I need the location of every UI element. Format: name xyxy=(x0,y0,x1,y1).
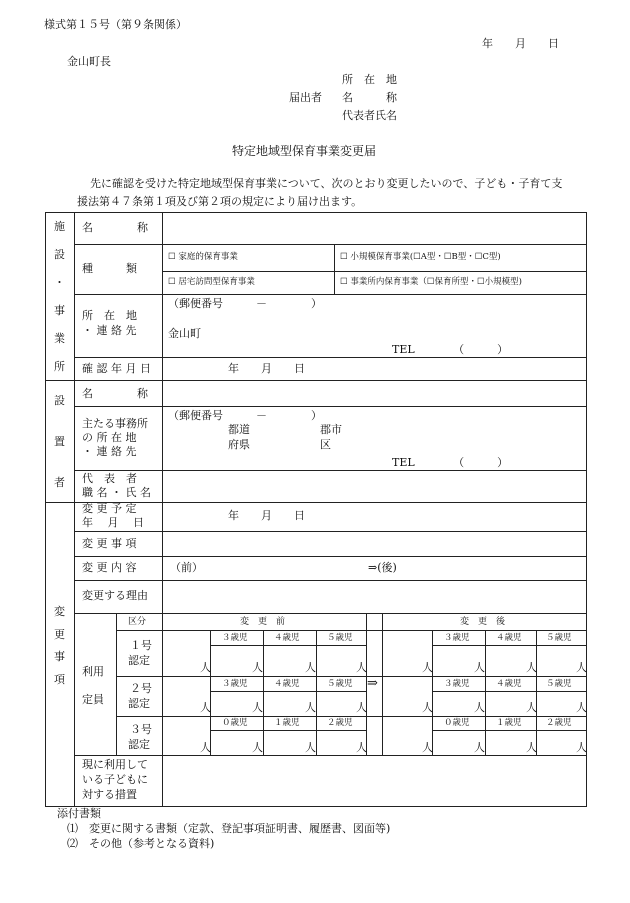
change-content-label: 変 更 内 容 xyxy=(82,561,137,574)
change-reason-label: 変更する理由 xyxy=(82,589,148,602)
capacity-unit: 人 xyxy=(200,701,211,714)
row-1-before-age-0: ３歳児 xyxy=(222,633,248,643)
founder-rep-label-1: 代 表 者 xyxy=(82,472,137,485)
type-option-small-scale[interactable]: ☐ 小規模保育事業(☐A型・☐B型・☐C型) xyxy=(340,252,501,262)
capacity-unit: 人 xyxy=(200,661,211,674)
type-option-home-visit[interactable]: ☐ 居宅訪問型保育事業 xyxy=(168,277,255,287)
founder-section-label: 設 置 者 xyxy=(54,394,65,489)
capacity-unit: 人 xyxy=(526,701,537,714)
planned-label-1: 変 更 予 定 xyxy=(82,502,137,515)
measures-label-3: 対する措置 xyxy=(82,788,137,801)
row-1-before-age-2: ５歳児 xyxy=(327,633,353,643)
row-3-after-age-1: １歳児 xyxy=(496,718,522,728)
capacity-unit: 人 xyxy=(474,741,485,754)
capacity-unit: 人 xyxy=(526,661,537,674)
facility-address-label-2: ・ 連 絡 先 xyxy=(82,324,137,337)
row-3-after-age-2: ２歳児 xyxy=(546,718,572,728)
change-before: （前） xyxy=(170,561,203,574)
attachment-item-2: ⑵ その他（参考となる資料) xyxy=(67,837,215,850)
capacity-unit: 人 xyxy=(252,661,263,674)
row-3-before-age-0: ０歳児 xyxy=(222,718,248,728)
founder-pref-2: 府県 xyxy=(228,438,250,451)
capacity-unit: 人 xyxy=(422,661,433,674)
row-2-label-2: 認定 xyxy=(128,697,150,710)
capacity-unit: 人 xyxy=(252,741,263,754)
row-3-before-age-1: １歳児 xyxy=(274,718,300,728)
founder-postal: （郵便番号 － ） xyxy=(168,409,322,422)
type-option-workplace[interactable]: ☐ 事業所内保育事業（☐保育所型・☐小規模型) xyxy=(340,277,522,287)
attachment-item-1: ⑴ 変更に関する書類（定款、登記事項証明書、履歴書、図面等) xyxy=(67,822,391,835)
facility-name-label: 名 称 xyxy=(82,221,148,234)
row-1-after-age-1: ４歳児 xyxy=(496,633,522,643)
submitter-rep-label: 代表者氏名 xyxy=(342,109,397,122)
capacity-after-header: 変 更 後 xyxy=(460,617,506,627)
founder-office-label-3: ・ 連 絡 先 xyxy=(82,445,137,458)
type-option-home[interactable]: ☐ 家庭的保育事業 xyxy=(168,252,238,262)
facility-section-label: 施 設 ・ 事 業 所 xyxy=(54,220,65,373)
facility-tel: TEL （ ） xyxy=(392,343,509,356)
capacity-unit: 人 xyxy=(474,701,485,714)
founder-rep-label-2: 職 名 ・ 氏 名 xyxy=(82,486,151,499)
capacity-label-1: 利用 xyxy=(82,665,104,678)
row-2-before-age-1: ４歳児 xyxy=(274,679,300,689)
capacity-arrow: ⇒ xyxy=(367,676,378,691)
facility-confirm-date: 年 月 日 xyxy=(228,362,305,375)
founder-tel: TEL （ ） xyxy=(392,456,509,469)
row-1-after-age-2: ５歳児 xyxy=(546,633,572,643)
row-2-after-age-2: ５歳児 xyxy=(546,679,572,689)
capacity-category: 区分 xyxy=(128,617,147,627)
facility-confirm-label: 確 認 年 月 日 xyxy=(82,362,151,375)
capacity-unit: 人 xyxy=(305,701,316,714)
intro-line-2: 援法第４７条第１項及び第２項の規定により届け出ます。 xyxy=(77,195,363,208)
row-3-after-age-0: ０歳児 xyxy=(444,718,470,728)
row-2-after-age-1: ４歳児 xyxy=(496,679,522,689)
capacity-unit: 人 xyxy=(305,661,316,674)
planned-label-2: 年 月 日 xyxy=(82,516,144,529)
founder-office-label-1: 主たる事務所 xyxy=(82,417,148,430)
intro-line-1: 先に確認を受けた特定地域型保育事業について、次のとおり変更したいので、子ども・子育て支 xyxy=(90,177,563,190)
capacity-unit: 人 xyxy=(422,741,433,754)
founder-office-label-2: の 所 在 地 xyxy=(82,431,137,444)
attachments-heading: 添付書類 xyxy=(57,807,101,820)
row-1-label-2: 認定 xyxy=(128,654,150,667)
planned-date: 年 月 日 xyxy=(228,509,305,522)
capacity-unit: 人 xyxy=(576,741,587,754)
capacity-unit: 人 xyxy=(356,661,367,674)
capacity-unit: 人 xyxy=(200,741,211,754)
capacity-unit: 人 xyxy=(305,741,316,754)
form-number: 様式第１５号（第９条関係） xyxy=(44,18,187,31)
capacity-unit: 人 xyxy=(576,701,587,714)
addressee: 金山町長 xyxy=(67,55,111,68)
row-3-label-1: ３号 xyxy=(130,723,152,736)
facility-type-label: 種 類 xyxy=(82,262,137,275)
measures-label-1: 現に利用して xyxy=(82,758,148,771)
capacity-unit: 人 xyxy=(576,661,587,674)
row-1-after-age-0: ３歳児 xyxy=(444,633,470,643)
change-item-label: 変 更 事 項 xyxy=(82,537,137,550)
row-2-after-age-0: ３歳児 xyxy=(444,679,470,689)
row-1-label-1: １号 xyxy=(130,639,152,652)
document-title: 特定地域型保育事業変更届 xyxy=(232,144,377,158)
row-2-before-age-2: ５歳児 xyxy=(327,679,353,689)
submitter-name-label: 名 称 xyxy=(342,91,397,104)
capacity-before-header: 変 更 前 xyxy=(240,617,286,627)
row-3-label-2: 認定 xyxy=(128,738,150,751)
facility-town: 金山町 xyxy=(168,327,201,340)
founder-name-label: 名 称 xyxy=(82,387,148,400)
submitter-address-label: 所 在 地 xyxy=(342,73,397,86)
capacity-unit: 人 xyxy=(526,741,537,754)
founder-pref-1: 都道 xyxy=(228,423,250,436)
founder-city-2: 区 xyxy=(320,438,331,451)
capacity-unit: 人 xyxy=(356,701,367,714)
capacity-unit: 人 xyxy=(422,701,433,714)
change-section-label: 変 更 事 項 xyxy=(54,605,65,686)
row-2-label-1: ２号 xyxy=(130,682,152,695)
row-1-before-age-1: ４歳児 xyxy=(274,633,300,643)
founder-city-1: 郡市 xyxy=(320,423,342,436)
facility-postal: （郵便番号 － ） xyxy=(168,297,322,310)
change-after: ⇒(後) xyxy=(368,561,397,574)
capacity-unit: 人 xyxy=(356,741,367,754)
row-2-before-age-0: ３歳児 xyxy=(222,679,248,689)
facility-address-label-1: 所 在 地 xyxy=(82,309,137,322)
measures-label-2: いる子どもに xyxy=(82,773,148,786)
capacity-unit: 人 xyxy=(474,661,485,674)
capacity-unit: 人 xyxy=(252,701,263,714)
submitter-prefix: 届出者 xyxy=(289,91,322,104)
date-field: 年 月 日 xyxy=(482,37,559,50)
capacity-label-2: 定員 xyxy=(82,693,104,706)
row-3-before-age-2: ２歳児 xyxy=(327,718,353,728)
